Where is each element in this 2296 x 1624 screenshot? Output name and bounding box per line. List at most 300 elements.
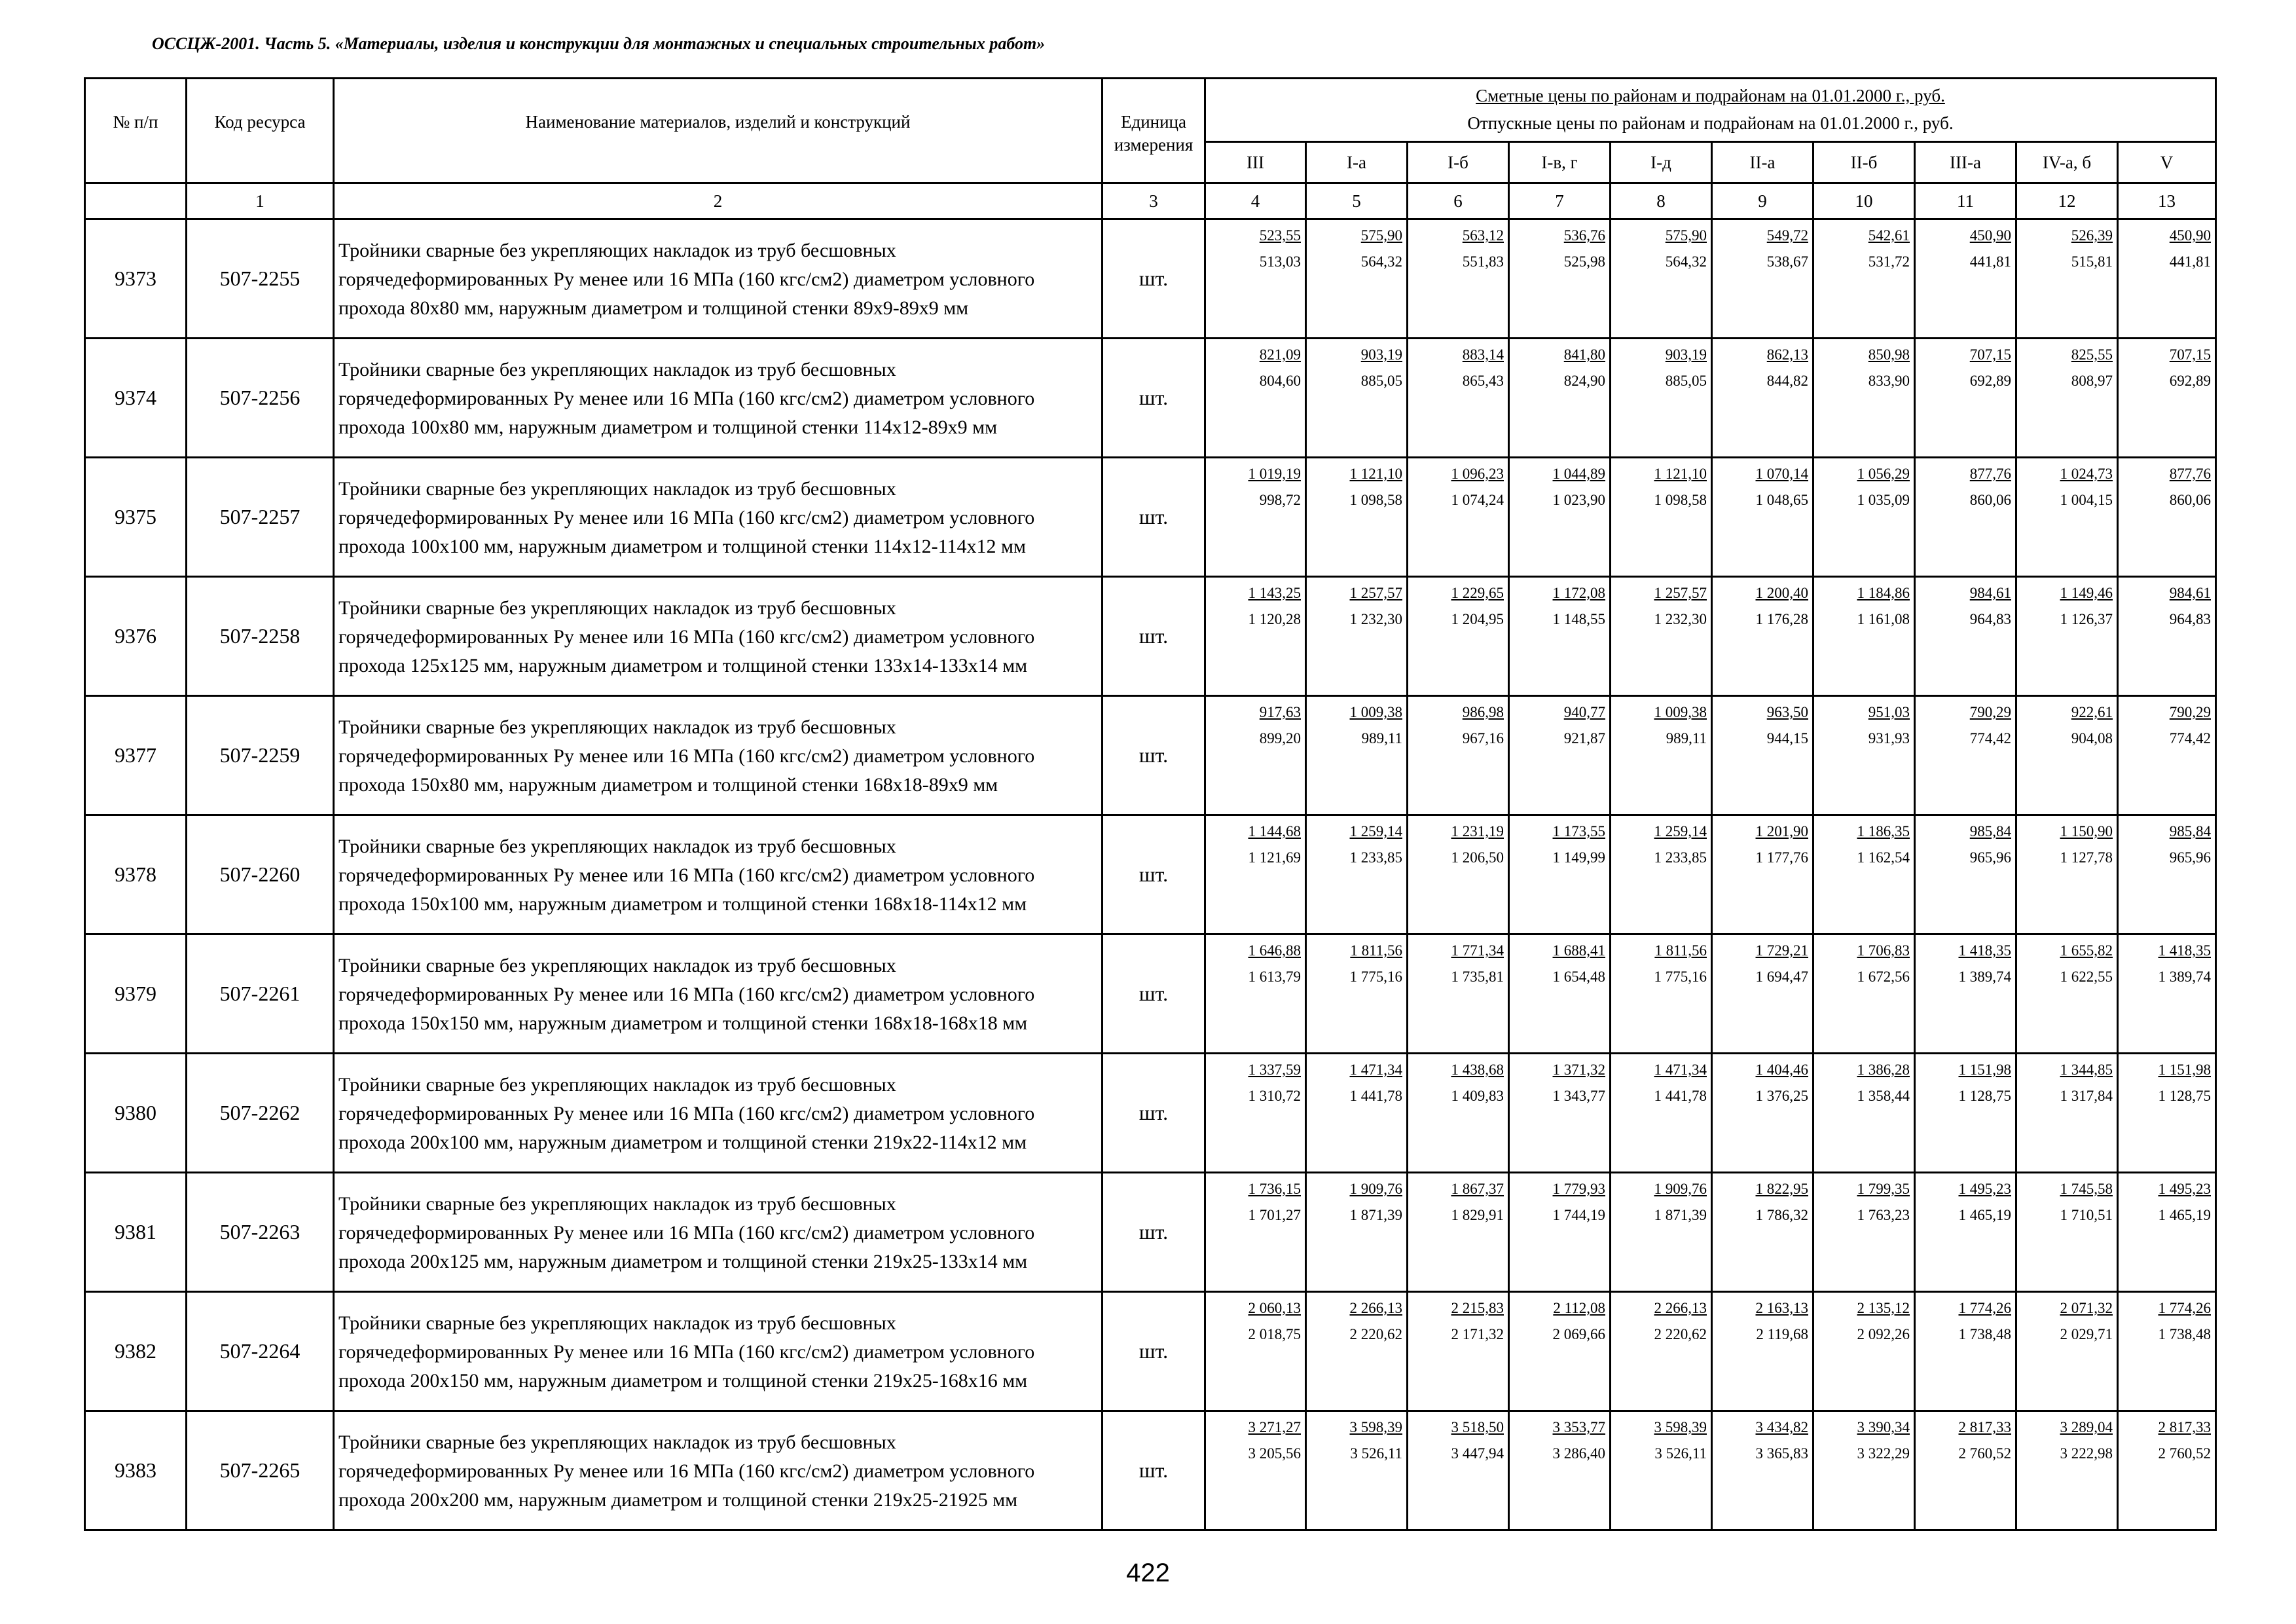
resource-code: 507-2255 xyxy=(187,219,334,339)
release-price: 931,93 xyxy=(1868,730,1910,747)
column-number: 3 xyxy=(1102,183,1205,219)
release-price: 564,32 xyxy=(1665,253,1707,270)
release-price: 1 465,19 xyxy=(2158,1207,2211,1223)
price-cell xyxy=(1306,696,1408,815)
column-number: 13 xyxy=(2118,183,2216,219)
table-row xyxy=(85,815,2216,934)
unit-of-measure: шт. xyxy=(1102,1292,1205,1411)
price-cell xyxy=(1205,696,1306,815)
estimate-price: 1 471,34 xyxy=(1654,1061,1707,1078)
release-price: 1 871,39 xyxy=(1654,1207,1707,1223)
price-cell xyxy=(1712,934,1813,1054)
estimate-price: 1 151,98 xyxy=(1958,1061,2011,1078)
unit-of-measure: шт. xyxy=(1102,1054,1205,1173)
column-number-row xyxy=(85,183,2216,219)
estimate-price: 1 200,40 xyxy=(1755,585,1808,601)
price-cell xyxy=(1915,815,2016,934)
release-price: 1 786,32 xyxy=(1755,1207,1808,1223)
resource-code: 507-2260 xyxy=(187,815,334,934)
column-number: 12 xyxy=(2016,183,2118,219)
release-price: 1 738,48 xyxy=(2158,1326,2211,1342)
release-price: 1 465,19 xyxy=(1958,1207,2011,1223)
estimate-price: 1 471,34 xyxy=(1349,1061,1402,1078)
price-cell xyxy=(1408,458,1509,577)
estimate-price: 2 060,13 xyxy=(1248,1300,1301,1316)
release-price: 2 220,62 xyxy=(1654,1326,1707,1342)
price-cell xyxy=(2118,1054,2216,1173)
estimate-price: 575,90 xyxy=(1665,227,1707,244)
release-price: 965,96 xyxy=(2169,849,2211,866)
release-price: 1 035,09 xyxy=(1857,492,1910,508)
estimate-price: 1 822,95 xyxy=(1755,1181,1808,1197)
estimate-price: 940,77 xyxy=(1563,704,1605,720)
price-cell xyxy=(1306,1173,1408,1292)
release-price: 1 098,58 xyxy=(1654,492,1707,508)
row-index: 9382 xyxy=(85,1292,187,1411)
table-header xyxy=(85,79,2216,183)
column-number: 4 xyxy=(1205,183,1306,219)
release-price: 1 004,15 xyxy=(2060,492,2113,508)
estimate-price: 1 736,15 xyxy=(1248,1181,1301,1197)
estimate-price: 1 143,25 xyxy=(1248,585,1301,601)
release-price: 441,81 xyxy=(2169,253,2211,270)
estimate-price: 1 344,85 xyxy=(2060,1061,2113,1078)
material-name: Тройники сварные без укрепляющих накладок из труб бесшовных горячедеформированных Ру менее или 16 МПа (160 кгс/см2) диаметром условного прохода 150х100 мм, наружным диаметром и толщиной стенки 168х18-114х12 мм xyxy=(334,815,1102,934)
estimate-price: 903,19 xyxy=(1665,346,1707,363)
estimate-price: 986,98 xyxy=(1462,704,1504,720)
unit-of-measure: шт. xyxy=(1102,339,1205,458)
estimate-price: 1 259,14 xyxy=(1349,823,1402,840)
table-row xyxy=(85,934,2216,1054)
price-cell xyxy=(1408,815,1509,934)
price-cell xyxy=(2016,1173,2118,1292)
price-cell xyxy=(2118,339,2216,458)
estimate-price: 563,12 xyxy=(1462,227,1504,244)
release-price: 844,82 xyxy=(1766,373,1808,389)
release-price: 774,42 xyxy=(1969,730,2011,747)
estimate-price: 1 172,08 xyxy=(1552,585,1605,601)
estimate-price: 1 056,29 xyxy=(1857,466,1910,482)
price-cell xyxy=(1915,577,2016,696)
estimate-price: 1 121,10 xyxy=(1654,466,1707,482)
estimate-price: 523,55 xyxy=(1259,227,1301,244)
price-cell xyxy=(1408,219,1509,339)
price-cell xyxy=(1205,219,1306,339)
estimate-price: 1 745,58 xyxy=(2060,1181,2113,1197)
estimate-price: 2 135,12 xyxy=(1857,1300,1910,1316)
estimate-price: 2 112,08 xyxy=(1553,1300,1605,1316)
price-cell xyxy=(1509,219,1611,339)
row-index: 9375 xyxy=(85,458,187,577)
price-cell xyxy=(1712,815,1813,934)
estimate-price: 3 598,39 xyxy=(1654,1419,1707,1435)
estimate-price: 1 150,90 xyxy=(2060,823,2113,840)
release-price: 1 206,50 xyxy=(1451,849,1504,866)
price-cell xyxy=(1509,1054,1611,1173)
price-cell xyxy=(1712,696,1813,815)
price-cell xyxy=(2016,696,2118,815)
price-cell xyxy=(1509,1173,1611,1292)
price-cell xyxy=(1408,577,1509,696)
price-cell xyxy=(1813,1411,1915,1530)
price-cell xyxy=(1205,1054,1306,1173)
unit-of-measure: шт. xyxy=(1102,1411,1205,1530)
price-cell xyxy=(1306,815,1408,934)
estimate-price: 1 438,68 xyxy=(1451,1061,1504,1078)
estimate-price: 2 266,13 xyxy=(1654,1300,1707,1316)
resource-code: 507-2264 xyxy=(187,1292,334,1411)
release-price: 531,72 xyxy=(1868,253,1910,270)
release-price: 1 127,78 xyxy=(2060,849,2113,866)
release-price: 1 622,55 xyxy=(2060,969,2113,985)
price-cell xyxy=(1915,1411,2016,1530)
resource-code: 507-2257 xyxy=(187,458,334,577)
region-header: V xyxy=(2118,142,2216,183)
resource-code: 507-2256 xyxy=(187,339,334,458)
estimate-price: 1 186,35 xyxy=(1857,823,1910,840)
price-cell xyxy=(2016,458,2118,577)
release-price: 2 760,52 xyxy=(2158,1445,2211,1462)
material-name: Тройники сварные без укрепляющих накладок из труб бесшовных горячедеформированных Ру менее или 16 МПа (160 кгс/см2) диаметром условного прохода 100х80 мм, наружным диаметром и толщиной стенки 114х12-89х9 мм xyxy=(334,339,1102,458)
release-price: 1 128,75 xyxy=(1958,1088,2011,1104)
estimate-price: 984,61 xyxy=(2169,585,2211,601)
release-price: 525,98 xyxy=(1563,253,1605,270)
estimate-price: 1 044,89 xyxy=(1552,466,1605,482)
price-cell xyxy=(1408,339,1509,458)
estimate-price: 1 257,57 xyxy=(1349,585,1402,601)
price-cell xyxy=(1306,458,1408,577)
release-price: 1 763,23 xyxy=(1857,1207,1910,1223)
price-cell xyxy=(1611,815,1712,934)
col-header-code: Код ресурса xyxy=(187,79,334,183)
estimate-price: 985,84 xyxy=(1969,823,2011,840)
resource-code: 507-2265 xyxy=(187,1411,334,1530)
estimate-price: 526,39 xyxy=(2071,227,2113,244)
price-cell xyxy=(1306,339,1408,458)
estimate-price: 1 774,26 xyxy=(2158,1300,2211,1316)
price-cell xyxy=(1205,1292,1306,1411)
release-price: 885,05 xyxy=(1360,373,1402,389)
release-price: 808,97 xyxy=(2071,373,2113,389)
price-cell xyxy=(1712,1173,1813,1292)
price-cell xyxy=(1611,339,1712,458)
table-body xyxy=(85,183,2216,1530)
release-price: 1 441,78 xyxy=(1349,1088,1402,1104)
resource-code: 507-2259 xyxy=(187,696,334,815)
price-cell xyxy=(2016,577,2118,696)
page-number: 422 xyxy=(1126,1559,1170,1587)
table-row xyxy=(85,339,2216,458)
estimate-price: 862,13 xyxy=(1766,346,1808,363)
release-price: 1 829,91 xyxy=(1451,1207,1504,1223)
column-number: 1 xyxy=(187,183,334,219)
material-name: Тройники сварные без укрепляющих накладок из труб бесшовных горячедеформированных Ру менее или 16 МПа (160 кгс/см2) диаметром условного прохода 125х125 мм, наружным диаметром и толщиной стенки 133х14-133х14 мм xyxy=(334,577,1102,696)
estimate-price: 985,84 xyxy=(2169,823,2211,840)
price-cell xyxy=(1712,1292,1813,1411)
release-price: 3 447,94 xyxy=(1451,1445,1504,1462)
price-cell xyxy=(1915,339,2016,458)
estimate-price: 1 009,38 xyxy=(1349,704,1402,720)
estimate-price: 1 096,23 xyxy=(1451,466,1504,482)
price-cell xyxy=(1813,458,1915,577)
release-price: 1 233,85 xyxy=(1349,849,1402,866)
row-index: 9377 xyxy=(85,696,187,815)
release-price: 1 775,16 xyxy=(1349,969,1402,985)
release-price: 989,11 xyxy=(1666,730,1707,747)
release-price: 513,03 xyxy=(1259,253,1301,270)
price-cell xyxy=(1205,339,1306,458)
release-price: 998,72 xyxy=(1259,492,1301,508)
estimate-price: 850,98 xyxy=(1868,346,1910,363)
estimate-price: 984,61 xyxy=(1969,585,2011,601)
estimate-price: 1 867,37 xyxy=(1451,1181,1504,1197)
release-price: 865,43 xyxy=(1462,373,1504,389)
release-price: 564,32 xyxy=(1360,253,1402,270)
estimate-price: 2 817,33 xyxy=(2158,1419,2211,1435)
estimate-price: 1 231,19 xyxy=(1451,823,1504,840)
release-price: 1 694,47 xyxy=(1755,969,1808,985)
region-header: II-б xyxy=(1813,142,1915,183)
table-row xyxy=(85,1054,2216,1173)
material-name: Тройники сварные без укрепляющих накладок из труб бесшовных горячедеформированных Ру менее или 16 МПа (160 кгс/см2) диаметром условного прохода 150х80 мм, наружным диаметром и толщиной стенки 168х18-89х9 мм xyxy=(334,696,1102,815)
release-price: 944,15 xyxy=(1766,730,1808,747)
price-cell xyxy=(2016,219,2118,339)
price-cell xyxy=(1813,1054,1915,1173)
estimate-price: 1 257,57 xyxy=(1654,585,1707,601)
release-price: 1 310,72 xyxy=(1248,1088,1301,1104)
release-price: 1 871,39 xyxy=(1349,1207,1402,1223)
estimate-price: 1 909,76 xyxy=(1349,1181,1402,1197)
release-price: 774,42 xyxy=(2169,730,2211,747)
release-price: 1 317,84 xyxy=(2060,1088,2113,1104)
region-header: II-а xyxy=(1712,142,1813,183)
release-price: 441,81 xyxy=(1969,253,2011,270)
release-price: 2 171,32 xyxy=(1451,1326,1504,1342)
column-number: 9 xyxy=(1712,183,1813,219)
estimate-price: 1 184,86 xyxy=(1857,585,1910,601)
release-price: 1 126,37 xyxy=(2060,611,2113,627)
release-price: 1 710,51 xyxy=(2060,1207,2113,1223)
price-cell xyxy=(1205,815,1306,934)
prices-header-release: Отпускные цены по районам и подрайонам на 01.01.2000 г., руб. xyxy=(1467,113,1954,133)
release-price: 2 018,75 xyxy=(1248,1326,1301,1342)
unit-of-measure: шт. xyxy=(1102,219,1205,339)
estimate-price: 1 201,90 xyxy=(1755,823,1808,840)
row-index: 9376 xyxy=(85,577,187,696)
region-header: IV-а, б xyxy=(2016,142,2118,183)
price-cell xyxy=(1611,577,1712,696)
release-price: 1 204,95 xyxy=(1451,611,1504,627)
release-price: 2 069,66 xyxy=(1552,1326,1605,1342)
estimate-price: 1 771,34 xyxy=(1451,942,1504,959)
estimate-price: 790,29 xyxy=(2169,704,2211,720)
estimate-price: 917,63 xyxy=(1259,704,1301,720)
estimate-price: 922,61 xyxy=(2071,704,2113,720)
estimate-price: 1 418,35 xyxy=(2158,942,2211,959)
price-cell xyxy=(1813,1292,1915,1411)
unit-of-measure: шт. xyxy=(1102,577,1205,696)
estimate-price: 1 259,14 xyxy=(1654,823,1707,840)
release-price: 515,81 xyxy=(2071,253,2113,270)
price-cell xyxy=(2118,1411,2216,1530)
estimate-price: 3 518,50 xyxy=(1451,1419,1504,1435)
release-price: 904,08 xyxy=(2071,730,2113,747)
price-cell xyxy=(1306,1054,1408,1173)
table-row xyxy=(85,458,2216,577)
estimate-price: 450,90 xyxy=(2169,227,2211,244)
region-header: III xyxy=(1205,142,1306,183)
release-price: 1 613,79 xyxy=(1248,969,1301,985)
estimate-price: 1 495,23 xyxy=(1958,1181,2011,1197)
estimate-price: 1 799,35 xyxy=(1857,1181,1910,1197)
estimate-price: 877,76 xyxy=(2169,466,2211,482)
price-cell xyxy=(1611,458,1712,577)
col-header-index: № п/п xyxy=(85,79,187,183)
estimate-price: 2 817,33 xyxy=(1958,1419,2011,1435)
estimate-price: 2 071,32 xyxy=(2060,1300,2113,1316)
column-number: 6 xyxy=(1408,183,1509,219)
release-price: 1 233,85 xyxy=(1654,849,1707,866)
estimate-price: 1 019,19 xyxy=(1248,466,1301,482)
release-price: 1 701,27 xyxy=(1248,1207,1301,1223)
estimate-price: 963,50 xyxy=(1766,704,1808,720)
price-cell xyxy=(2118,577,2216,696)
release-price: 1 389,74 xyxy=(2158,969,2211,985)
price-cell xyxy=(1813,1173,1915,1292)
release-price: 1 358,44 xyxy=(1857,1088,1910,1104)
estimate-price: 2 215,83 xyxy=(1451,1300,1504,1316)
price-cell xyxy=(1813,339,1915,458)
release-price: 3 222,98 xyxy=(2060,1445,2113,1462)
estimate-price: 2 163,13 xyxy=(1755,1300,1808,1316)
price-cell xyxy=(1306,1411,1408,1530)
resource-code: 507-2262 xyxy=(187,1054,334,1173)
region-header: I-д xyxy=(1611,142,1712,183)
price-cell xyxy=(1408,1054,1509,1173)
release-price: 860,06 xyxy=(1969,492,2011,508)
column-number: 7 xyxy=(1509,183,1611,219)
release-price: 860,06 xyxy=(2169,492,2211,508)
material-name: Тройники сварные без укрепляющих накладок из труб бесшовных горячедеформированных Ру менее или 16 МПа (160 кгс/см2) диаметром условного прохода 150х150 мм, наружным диаметром и толщиной стенки 168х18-168х18 мм xyxy=(334,934,1102,1054)
price-cell xyxy=(1408,1292,1509,1411)
estimate-price: 3 289,04 xyxy=(2060,1419,2113,1435)
price-cell xyxy=(1408,696,1509,815)
column-number: 10 xyxy=(1813,183,1915,219)
release-price: 2 029,71 xyxy=(2060,1326,2113,1342)
price-cell xyxy=(2016,815,2118,934)
estimate-price: 841,80 xyxy=(1563,346,1605,363)
material-name: Тройники сварные без укрепляющих накладок из труб бесшовных горячедеформированных Ру менее или 16 МПа (160 кгс/см2) диаметром условного прохода 80х80 мм, наружным диаметром и толщиной стенки 89х9-89х9 мм xyxy=(334,219,1102,339)
price-cell xyxy=(1813,577,1915,696)
estimate-price: 542,61 xyxy=(1868,227,1910,244)
price-cell xyxy=(1509,815,1611,934)
price-cell xyxy=(1509,696,1611,815)
price-cell xyxy=(1712,577,1813,696)
release-price: 804,60 xyxy=(1259,373,1301,389)
release-price: 1 161,08 xyxy=(1857,611,1910,627)
col-header-unit: Единица измерения xyxy=(1102,79,1205,183)
price-cell xyxy=(1509,1411,1611,1530)
release-price: 3 526,11 xyxy=(1350,1445,1402,1462)
release-price: 2 760,52 xyxy=(1958,1445,2011,1462)
price-cell xyxy=(1611,934,1712,1054)
release-price: 964,83 xyxy=(2169,611,2211,627)
price-cell xyxy=(1611,1411,1712,1530)
release-price: 921,87 xyxy=(1563,730,1605,747)
release-price: 1 048,65 xyxy=(1755,492,1808,508)
price-cell xyxy=(1611,696,1712,815)
document-header: ОССЦЖ-2001. Часть 5. «Материалы, изделия и конструкции для монтажных и специальных строительных работ» xyxy=(152,34,1046,53)
release-price: 1 148,55 xyxy=(1552,611,1605,627)
release-price: 1 672,56 xyxy=(1857,969,1910,985)
unit-of-measure: шт. xyxy=(1102,815,1205,934)
release-price: 1 654,48 xyxy=(1552,969,1605,985)
price-cell xyxy=(1205,1173,1306,1292)
price-cell xyxy=(1408,1411,1509,1530)
release-price: 1 149,99 xyxy=(1552,849,1605,866)
estimate-price: 1 779,93 xyxy=(1552,1181,1605,1197)
column-number: 11 xyxy=(1915,183,2016,219)
region-header: I-а xyxy=(1306,142,1408,183)
price-cell xyxy=(1205,934,1306,1054)
estimate-price: 450,90 xyxy=(1969,227,2011,244)
price-cell xyxy=(1712,1054,1813,1173)
price-cell xyxy=(1611,219,1712,339)
estimate-price: 825,55 xyxy=(2071,346,2113,363)
unit-of-measure: шт. xyxy=(1102,696,1205,815)
row-index: 9373 xyxy=(85,219,187,339)
release-price: 1 232,30 xyxy=(1349,611,1402,627)
col-header-name: Наименование материалов, изделий и конструкций xyxy=(334,79,1102,183)
price-cell xyxy=(2016,1054,2118,1173)
release-price: 989,11 xyxy=(1361,730,1402,747)
price-cell xyxy=(1611,1054,1712,1173)
estimate-price: 1 337,59 xyxy=(1248,1061,1301,1078)
release-price: 1 738,48 xyxy=(1958,1326,2011,1342)
estimate-price: 883,14 xyxy=(1462,346,1504,363)
estimate-price: 1 706,83 xyxy=(1857,942,1910,959)
estimate-price: 1 729,21 xyxy=(1755,942,1808,959)
release-price: 1 098,58 xyxy=(1349,492,1402,508)
estimate-price: 951,03 xyxy=(1868,704,1910,720)
estimate-price: 3 390,34 xyxy=(1857,1419,1910,1435)
estimate-price: 1 151,98 xyxy=(2158,1061,2211,1078)
release-price: 967,16 xyxy=(1462,730,1504,747)
release-price: 965,96 xyxy=(1969,849,2011,866)
estimate-price: 707,15 xyxy=(2169,346,2211,363)
material-name: Тройники сварные без укрепляющих накладок из труб бесшовных горячедеформированных Ру менее или 16 МПа (160 кгс/см2) диаметром условного прохода 200х100 мм, наружным диаметром и толщиной стенки 219х22-114х12 мм xyxy=(334,1054,1102,1173)
row-index: 9374 xyxy=(85,339,187,458)
estimate-price: 1 688,41 xyxy=(1552,942,1605,959)
price-cell xyxy=(1306,219,1408,339)
row-index: 9378 xyxy=(85,815,187,934)
resource-code: 507-2261 xyxy=(187,934,334,1054)
price-cell xyxy=(1205,1411,1306,1530)
resource-code: 507-2258 xyxy=(187,577,334,696)
estimate-price: 1 811,56 xyxy=(1654,942,1707,959)
price-cell xyxy=(1915,934,2016,1054)
price-cell xyxy=(1611,1292,1712,1411)
price-cell xyxy=(1915,1173,2016,1292)
price-cell xyxy=(2118,219,2216,339)
column-number-blank xyxy=(85,183,187,219)
price-cell xyxy=(2016,1411,2118,1530)
table-row xyxy=(85,1173,2216,1292)
release-price: 1 121,69 xyxy=(1248,849,1301,866)
material-name: Тройники сварные без укрепляющих накладок из труб бесшовных горячедеформированных Ру менее или 16 МПа (160 кгс/см2) диаметром условного прохода 100х100 мм, наружным диаметром и толщиной стенки 114х12-114х12 мм xyxy=(334,458,1102,577)
release-price: 1 232,30 xyxy=(1654,611,1707,627)
estimate-price: 1 121,10 xyxy=(1349,466,1402,482)
